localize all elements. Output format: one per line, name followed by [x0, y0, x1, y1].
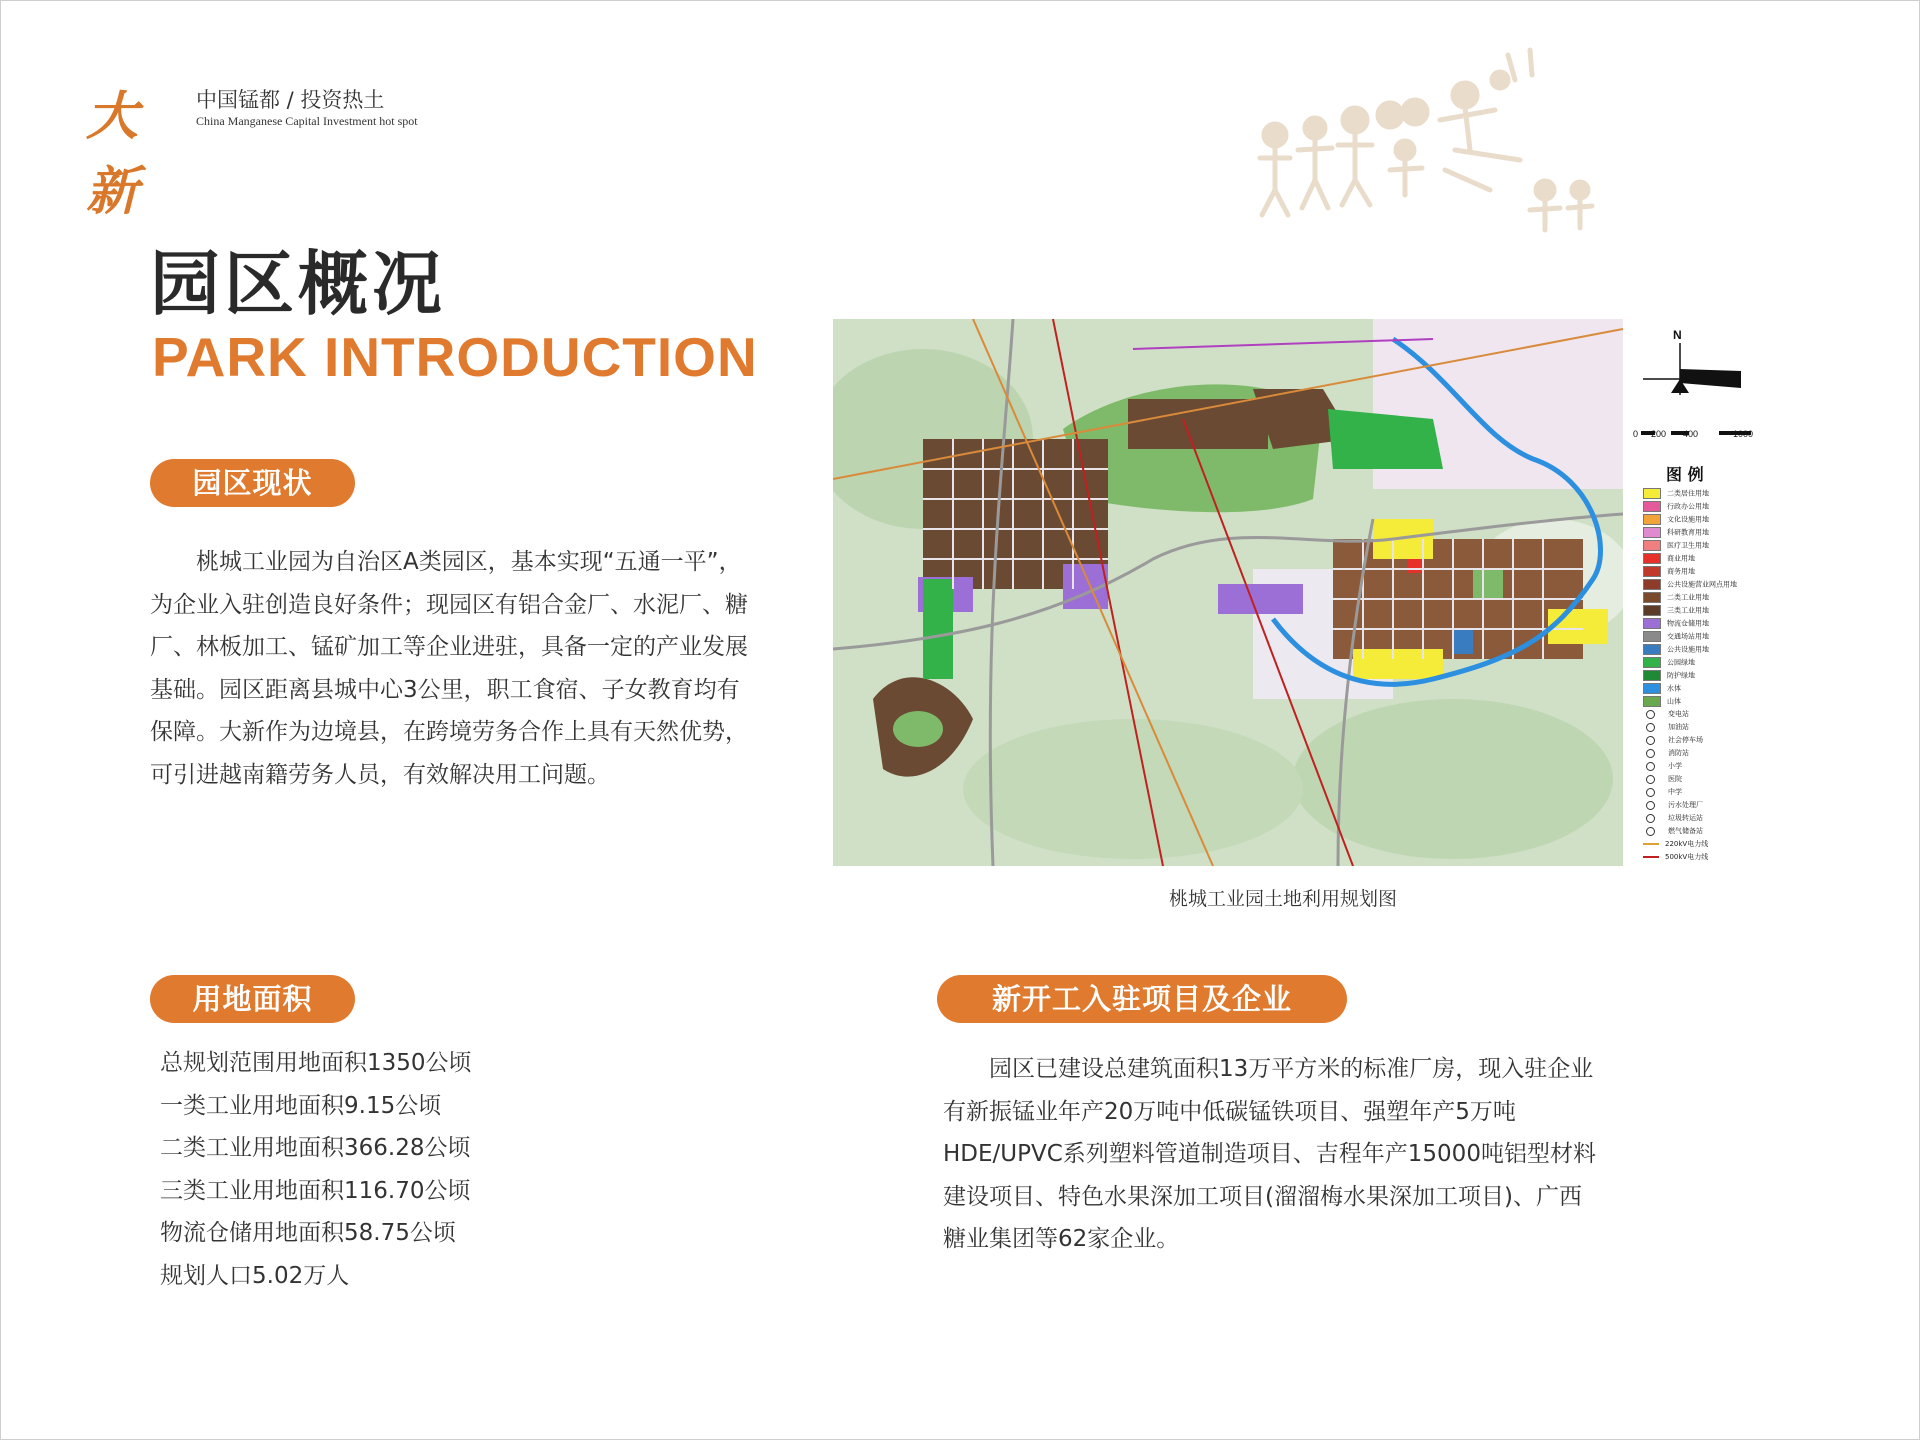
legend-label: 公共设施营业网点用地	[1667, 580, 1737, 589]
legend-item	[1643, 826, 1703, 837]
legend-swatch-icon	[1646, 801, 1655, 810]
status-paragraph	[150, 541, 750, 796]
legend-swatch-icon	[1643, 670, 1661, 681]
legend-label: 公共设施用地	[1667, 645, 1709, 654]
legend-swatch-icon	[1643, 843, 1659, 845]
land-use-plan-map	[833, 319, 1623, 866]
legend-item	[1643, 501, 1709, 512]
projects-paragraph	[943, 1048, 1603, 1261]
legend-swatch-icon	[1646, 723, 1655, 732]
legend-swatch-icon	[1646, 775, 1655, 784]
legend-item	[1643, 761, 1682, 772]
scale-label: 200	[1651, 429, 1667, 439]
legend-swatch-icon	[1643, 605, 1661, 616]
legend-label: 医疗卫生用地	[1667, 541, 1709, 550]
legend-swatch-icon	[1643, 696, 1661, 707]
legend-label: 三类工业用地	[1667, 606, 1709, 615]
status-paragraph-text: 桃城工业园为自治区A类园区，基本实现“五通一平”，为企业入驻创造良好条件；现园区有铝合金厂、水泥厂、糖厂、林板加工、锰矿加工等企业进驻，具备一定的产业发展基础。园区距离县城中心3公里，职工食宿、子女教育均有保障。大新作为边境县，在跨境劳务合作上具有天然优势，可引进越南籍劳务人员，有效解决用工问题。	[150, 549, 748, 788]
legend-label: 交通场站用地	[1667, 632, 1709, 641]
legend-item	[1643, 774, 1682, 785]
legend-label: 加油站	[1668, 723, 1689, 731]
list-item: 总规划范围用地面积1350公顷	[160, 1050, 472, 1076]
legend-item	[1643, 800, 1703, 811]
legend-label: 医院	[1668, 775, 1682, 783]
legend-item	[1643, 722, 1689, 733]
legend-item	[1643, 592, 1709, 603]
legend-swatch-icon	[1643, 856, 1659, 858]
legend-label: 变电站	[1668, 710, 1689, 718]
legend-swatch-icon	[1646, 788, 1655, 797]
legend-swatch-icon	[1643, 657, 1661, 668]
legend-swatch-icon	[1643, 488, 1661, 499]
legend-swatch-icon	[1643, 579, 1661, 590]
legend-item	[1643, 748, 1689, 759]
legend-item	[1643, 709, 1689, 720]
section-label-projects: 新开工入驻项目及企业	[937, 975, 1347, 1023]
north-label: N	[1673, 328, 1682, 342]
legend-swatch-icon	[1643, 553, 1661, 564]
legend-swatch-icon	[1643, 683, 1661, 694]
map-graphic	[833, 319, 1623, 866]
legend-item	[1643, 527, 1709, 538]
legend-swatch-icon	[1643, 566, 1661, 577]
list-item: 规划人口5.02万人	[160, 1262, 350, 1289]
legend-item	[1643, 488, 1709, 499]
legend-label: 垃圾转运站	[1668, 814, 1703, 822]
legend-swatch-icon	[1646, 814, 1655, 823]
legend-swatch-icon	[1643, 644, 1661, 655]
legend-swatch-icon	[1643, 540, 1661, 551]
legend-item	[1643, 735, 1703, 746]
land-area-list	[160, 1042, 472, 1297]
legend-label: 水体	[1667, 684, 1681, 693]
legend-label: 220kV电力线	[1665, 840, 1709, 848]
legend-label: 500kV电力线	[1665, 853, 1709, 861]
legend-item	[1643, 631, 1709, 642]
legend-swatch-icon	[1643, 514, 1661, 525]
legend-item	[1643, 683, 1681, 694]
legend-label: 小学	[1668, 762, 1682, 770]
scale-label: 400	[1683, 429, 1699, 439]
legend-label: 行政办公用地	[1667, 502, 1709, 511]
section-label-status: 园区现状	[150, 459, 355, 507]
brand-logo: 大新	[86, 86, 137, 222]
section-label-land: 用地面积	[150, 975, 355, 1023]
rock-painting-decoration-icon	[1240, 40, 1620, 240]
legend-label: 文化设施用地	[1667, 515, 1709, 524]
page-title-cn: 园区概况	[150, 243, 446, 325]
legend-item	[1643, 839, 1708, 850]
legend-swatch-icon	[1643, 527, 1661, 538]
legend-label: 中学	[1668, 788, 1682, 796]
list-item: 一类工业用地面积9.15公顷	[160, 1092, 442, 1119]
legend-label: 科研教育用地	[1667, 528, 1709, 537]
legend-swatch-icon	[1643, 501, 1661, 512]
legend-item	[1643, 813, 1703, 824]
brand-tagline-en: China Manganese Capital Investment hot spot	[196, 114, 418, 128]
legend-item	[1643, 618, 1709, 629]
legend-item	[1643, 566, 1695, 577]
legend-swatch-icon	[1643, 631, 1661, 642]
legend-label: 公园绿地	[1667, 658, 1695, 667]
legend-label: 商业用地	[1667, 554, 1695, 563]
legend-label: 二类工业用地	[1667, 593, 1709, 602]
legend-label: 物流仓储用地	[1667, 619, 1709, 628]
legend-swatch-icon	[1646, 762, 1655, 771]
legend-swatch-icon	[1646, 827, 1655, 836]
north-arrow-icon	[1641, 323, 1754, 443]
legend-swatch-icon	[1646, 749, 1655, 758]
legend-item	[1643, 605, 1709, 616]
legend-item	[1643, 644, 1709, 655]
legend-label: 二类居住用地	[1667, 489, 1709, 498]
legend-swatch-icon	[1643, 618, 1661, 629]
legend-label: 燃气储备站	[1668, 827, 1703, 835]
legend-item	[1643, 670, 1695, 681]
legend-item	[1643, 657, 1695, 668]
legend-item	[1643, 579, 1737, 590]
brand-tagline-cn: 中国锰都 / 投资热土	[196, 88, 385, 112]
legend-swatch-icon	[1646, 710, 1655, 719]
legend-item	[1643, 696, 1681, 707]
list-item: 三类工业用地面积116.70公顷	[160, 1177, 471, 1204]
legend-label: 消防站	[1668, 749, 1689, 757]
legend-label: 防护绿地	[1667, 671, 1695, 680]
legend-label: 商务用地	[1667, 567, 1695, 576]
legend-swatch-icon	[1646, 736, 1655, 745]
list-item: 物流仓储用地面积58.75公顷	[160, 1220, 456, 1246]
legend-label: 污水处理厂	[1668, 801, 1703, 809]
page-title-en: PARK INTRODUCTION	[152, 326, 758, 388]
projects-paragraph-text: 园区已建设总建筑面积13万平方米的标准厂房，现入驻企业有新振锰业年产20万吨中低碳锰铁项目、强塑年产5万吨HDE/UPVC系列塑料管道制造项目、吉程年产15000吨铝型材料建设项目、特色水果深加工项目(溜溜梅水果深加工项目)、广西糖业集团等62家企业。	[943, 1056, 1596, 1252]
legend-item	[1643, 787, 1682, 798]
list-item: 二类工业用地面积366.28公顷	[160, 1135, 471, 1161]
legend-item	[1643, 852, 1708, 863]
legend-item	[1643, 553, 1695, 564]
legend-label: 社会停车场	[1668, 736, 1703, 744]
legend-swatch-icon	[1643, 592, 1661, 603]
legend-label: 山体	[1667, 697, 1681, 706]
scale-label: 1000	[1733, 429, 1754, 439]
legend-item	[1643, 540, 1709, 551]
map-legend-title: 图 例	[1666, 465, 1704, 484]
legend-item	[1643, 514, 1709, 525]
scale-label: 0	[1633, 429, 1639, 439]
map-caption: 桃城工业园土地利用规划图	[1168, 888, 1397, 910]
